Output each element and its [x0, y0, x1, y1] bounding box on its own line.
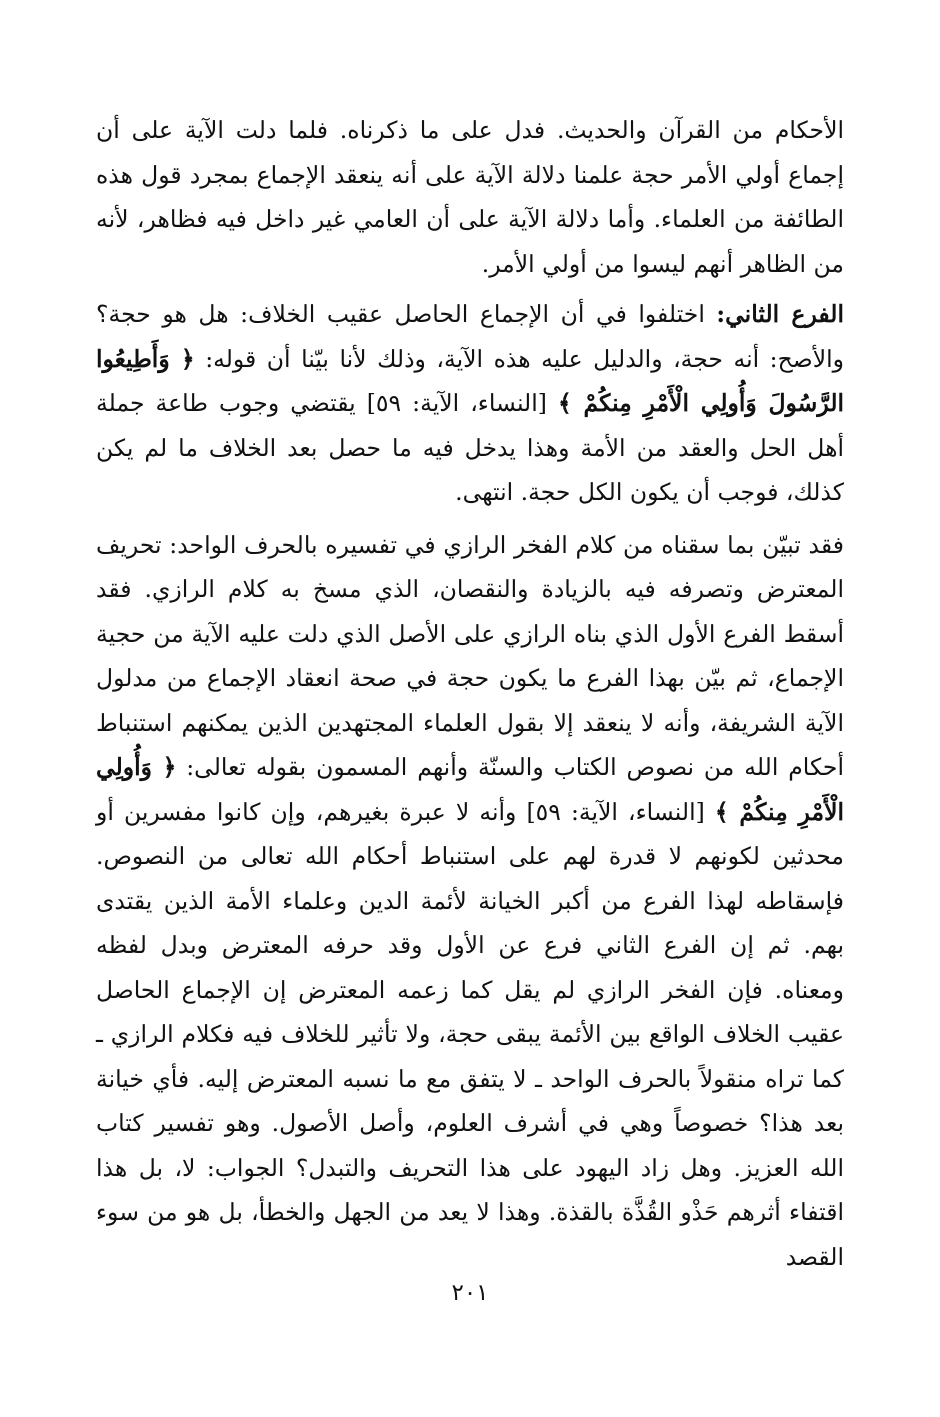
paragraph-2-text-a: اختلفوا في أن الإجماع الحاصل عقيب الخلاف: هل هو حجة؟ والأصح: أنه حجة، والدليل عليه هذه الآية، وذلك لأنا بيّنا أن قوله: — [96, 300, 844, 373]
quran-verse-2: ﴿ وَأُولِي الْأَمْرِ مِنكُمْ ﴾ — [96, 753, 845, 826]
page-body — [96, 108, 845, 1271]
quran-verse-1: ﴿ وَأَطِيعُوا الرَّسُولَ وَأُولِي الْأَمْرِ مِنكُمْ ﴾ — [96, 344, 845, 417]
section-heading-second-branch: الفرع الثاني: — [716, 300, 845, 328]
paragraph-3-text-b: [النساء، الآية: ٥٩] وأنه لا عبرة بغيرهم، وإن كانوا مفسرين أو محدثين لكونهم لا قدرة لهم على استنباط أحكام الله تعالى من النصوص. فإسقاطه لهذا الفرع من أكبر الخيانة لأئمة الدين وعلماء الأمة الذين يقتدى بهم. ثم إن الفرع الثاني فرع عن الأول وقد حرفه المعترض وبدل لفظه ومعناه. فإن الفخر الرازي لم يقل كما زعمه المعترض إن الإجماع الحاصل عقيب الخلاف الواقع بين الأئمة يبقى حجة، ولا تأثير للخلاف فيه فكلام الرازي ـ كما تراه منقولاً بالحرف الواحد ـ لا يتفق مع ما نسبه المعترض إليه. فأي خيانة بعد هذا؟ خصوصاً وهي في أشرف العلوم، وأصل الأصول. وهو تفسير كتاب الله العزيز. وهل زاد اليهود على هذا التحريف والتبدل؟ الجواب: لا، بل هذا اقتفاء أثرهم حَذْو القُذَّة بالقذة. وهذا لا يعد من الجهل والخطأ، بل هو من سوء القصد — [96, 797, 845, 1271]
page-number: ٢٠١ — [451, 1280, 489, 1306]
paragraph-2 — [96, 292, 844, 515]
paragraph-2-text-b: [النساء، الآية: ٥٩] يقتضي وجوب طاعة جملة أهل الحل والعقد من الأمة وهذا يدخل فيه ما حصل بعد الخلاف ما لم يكن كذلك، فوجب أن يكون الكل حجة. انتهى. — [96, 389, 844, 506]
paragraph-3 — [96, 523, 844, 1280]
paragraph-3-text-a: فقد تبيّن بما سقناه من كلام الفخر الرازي في تفسيره بالحرف الواحد: تحريف المعترض وتصرفه فيه بالزيادة والنقصان، الذي مسخ به كلام الرازي. فقد أسقط الفرع الأول الذي بناه الرازي على الأصل الذي دلت عليه الآية من حجية الإجماع، ثم بيّن بهذا الفرع ما يكون حجة في صحة انعقاد الإجماع من مدلول الآية الشريفة، وأنه لا ينعقد إلا بقول العلماء المجتهدين الذين يمكنهم استنباط أحكام الله من نصوص الكتاب والسنّة وأنهم المسمون بقوله تعالى: — [96, 530, 844, 781]
paragraph-1: الأحكام من القرآن والحديث. فدل على ما ذكرناه. فلما دلت الآية على أن إجماع أولي الأمر حجة علمنا دلالة الآية على أنه ينعقد الإجماع بمجرد قول هذه الطائفة من العلماء. وأما دلالة الآية على أن العامي غير داخل فيه فظاهر، لأنه من الظاهر أنهم ليسوا من أولي الأمر. — [96, 116, 844, 278]
